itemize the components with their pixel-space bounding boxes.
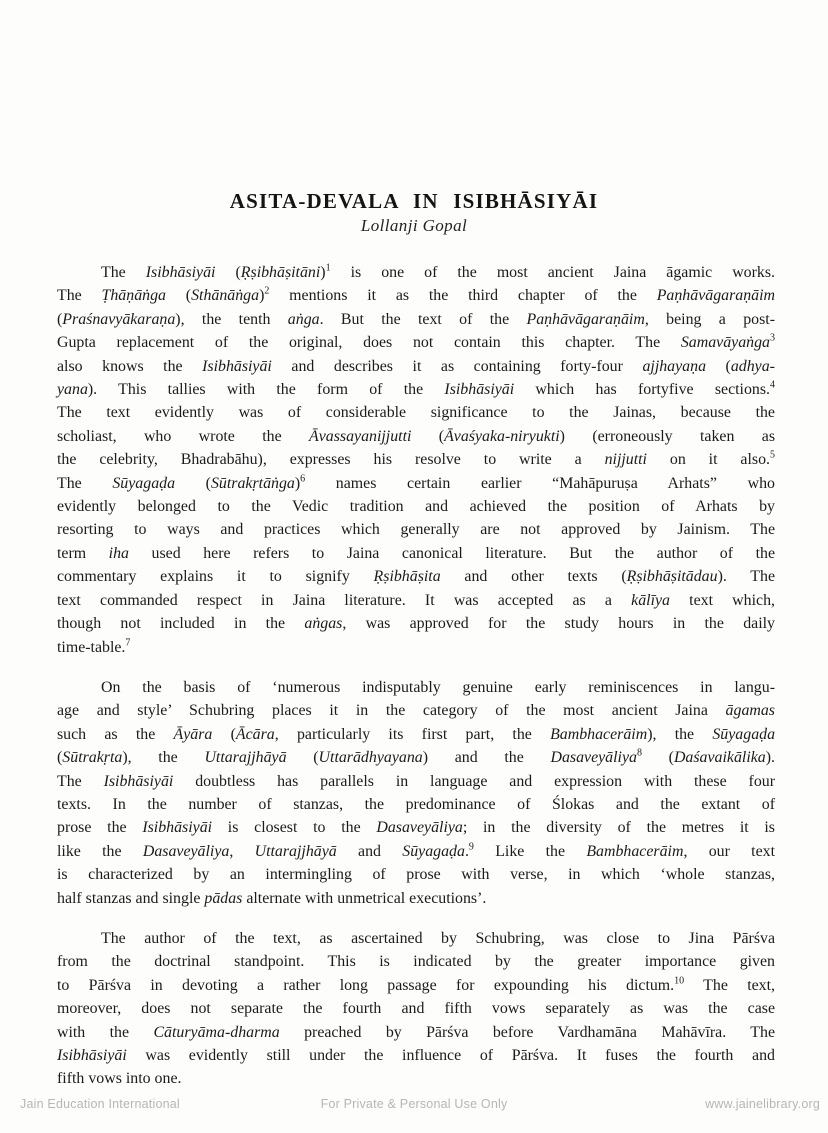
text-line: (Praśnavyākaraṇa), the tenth aṅga. But the text of the Paṇhāvāgaraṇāim, being a post- xyxy=(57,310,775,328)
page-title: ASITA-DEVALA IN ISIBHĀSIYĀI xyxy=(229,189,599,214)
text-line: though not included in the aṅgas, was approved for the study hours in the daily xyxy=(57,615,775,633)
text-line: yana). This tallies with the form of the Isibhāsiyāi which has fortyfive sections.$^4$ xyxy=(57,379,775,399)
text-line: half stanzas and single pādas alternate with unmetrical executions’. xyxy=(57,889,487,907)
text-line: scholiast, who wrote the Āvassayanijjutti (Āvaśyaka-niryukti) (erroneously taken as xyxy=(57,427,776,445)
text-line: with the Cāturyāma-dharma preached by Pārśva before Vardhamāna Mahāvīra. The xyxy=(57,1023,775,1041)
text-line: The author of the text, as ascertained by Schubring, was close to Jina Pārśva xyxy=(101,929,775,947)
text-line: The Isibhāsiyāi doubtless has parallels in language and expression with these four xyxy=(57,772,775,790)
text-line: Isibhāsiyāi was evidently still under the influence of Pārśva. It fuses the fourth and xyxy=(57,1047,775,1064)
text-line: The text evidently was of considerable significance to the Jainas, because the xyxy=(57,404,775,422)
text-line: The Ṭhāṇāṅga (Sthānāṅga)$^2$ mentions it as the third chapter of the Paṇhāvāgaraṇāim xyxy=(57,286,775,305)
text-line: term iha used here refers to Jaina canonical literature. But the author of the xyxy=(57,544,775,562)
text-line: is characterized by an intermingling of prose with verse, in which ‘whole stanzas, xyxy=(57,866,775,884)
text-line: to Pārśva in devoting a rather long passage for expounding his dictum.$^{10}$ The text, xyxy=(57,975,776,994)
article-body xyxy=(57,261,775,1091)
paragraph xyxy=(57,676,775,910)
author-byline: Lollanji Gopal xyxy=(360,216,468,235)
text-line: On the basis of ‘numerous indisputably genuine early reminiscences in langu- xyxy=(101,678,775,696)
text-line: (Sūtrakṛta), the Uttarajjhāyā (Uttarādhyayana) and the Dasaveyāliya$^8$ (Daśavaikālika). xyxy=(57,747,776,767)
text-line: Gupta replacement of the original, does not contain this chapter. The Samavāyaṅga$^3$ xyxy=(57,332,775,352)
footer-publisher: Jain Education International xyxy=(20,1097,180,1111)
footer-usage-note: For Private & Personal Use Only xyxy=(320,1097,508,1111)
text-line: evidently belonged to the Vedic tradition and achieved the position of Arhats by xyxy=(57,498,775,516)
text-line: like the Dasaveyāliya, Uttarajjhāyā and Sūyagaḍa.$^9$ Like the Bambhacerāim, our text xyxy=(57,841,776,860)
text-line: commentary explains it to signify Ṛṣibhāṣita and other texts (Ṛṣibhāṣitādau). The xyxy=(57,568,776,586)
text-line: prose the Isibhāsiyāi is closest to the Dasaveyāliya; in the diversity of the metres it is xyxy=(57,819,775,837)
paragraph xyxy=(57,927,775,1091)
text-line: from the doctrinal standpoint. This is indicated by the greater importance given xyxy=(57,953,775,971)
text-line: the celebrity, Bhadrabāhu), expresses his resolve to write a nijjutti on it also.$^5$ xyxy=(57,449,775,469)
text-line: resorting to ways and practices which generally are not approved by Jainism. The xyxy=(57,521,775,539)
footer-website: www.jainelibrary.org xyxy=(705,1097,820,1111)
text-line: The Isibhāsiyāi (Ṛṣibhāṣitāni)$^1$ is one of the most ancient Jaina āgamic works. xyxy=(101,262,776,281)
text-line: time-table.$^7$ xyxy=(57,637,131,656)
paragraph xyxy=(57,261,775,659)
text-line: age and style’ Schubring places it in the category of the most ancient Jaina āgamas xyxy=(57,702,775,720)
text-line: moreover, does not separate the fourth and fifth vows separately as was the case xyxy=(57,1000,775,1018)
text-line: texts. In the number of stanzas, the predominance of Ślokas and the extant of xyxy=(57,795,775,813)
text-line: fifth vows into one. xyxy=(57,1070,182,1088)
text-line: also knows the Isibhāsiyāi and describes it as containing forty-four ajjhayaṇa (adhya- xyxy=(57,357,775,375)
text-line: such as the Āyāra (Ācāra, particularly its first part, the Bambhacerāim), the Sūyagaḍa xyxy=(57,725,776,743)
text-line: The Sūyagaḍa (Sūtrakṛtāṅga)$^6$ names certain earlier “Mahāpuruṣa Arhats” who xyxy=(57,473,775,492)
text-line: text commanded respect in Jaina literature. It was accepted as a kālīya text which, xyxy=(57,591,775,609)
